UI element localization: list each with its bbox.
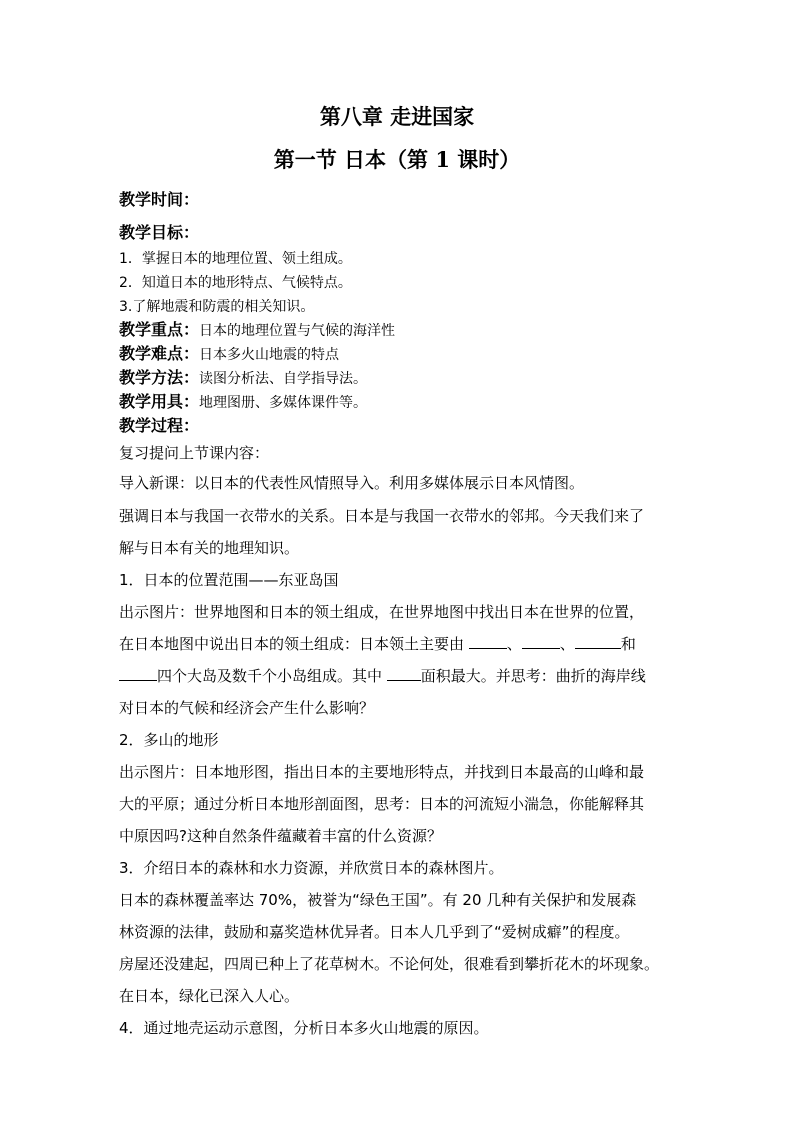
key-point-label: 教学重点：: [119, 320, 200, 339]
section-2-line-1: 出示图片：日本地形图，指出日本的主要地形特点，并找到日本最高的山峰和最: [119, 763, 645, 781]
process-label: 教学过程：: [119, 416, 200, 435]
section-1-heading: 1．日本的位置范围——东亚岛国: [119, 571, 339, 589]
goal-item-2: 2．知道日本的地形特点、气候特点。: [119, 275, 352, 291]
teaching-time-label: 教学时间：: [119, 190, 200, 209]
method-row: [119, 368, 367, 389]
section-3-line-1: 日本的森林覆盖率达 70%，被誉为“绿色王国”。有 20 几种有关保护和发展森: [119, 891, 637, 909]
section-1-line-2-end: 和: [620, 635, 636, 653]
section-1-line-2-text: 在日本地图中说出日本的领土组成：日本领土主要由: [119, 635, 469, 653]
intro-line: 导入新课：以日本的代表性风情照导入。利用多媒体展示日本风情图。: [119, 474, 585, 492]
fill-blank-5: [387, 666, 421, 681]
section-4-heading: 4．通过地壳运动示意图，分析日本多火山地震的原因。: [119, 1019, 489, 1037]
teaching-goals-label: 教学目标：: [119, 223, 200, 242]
teaching-time-row: [119, 190, 199, 211]
section-2-line-3: 中原因吗?这种自然条件蕴藏着丰富的什么资源？: [119, 827, 442, 845]
section-1-line-3-end: 面积最大。并思考：曲折的海岸线: [420, 667, 646, 685]
blank-separator-1: 、: [506, 635, 522, 653]
key-point-row: [119, 320, 395, 341]
section-1-line-4: 对日本的气候和经济会产生什么影响？: [119, 699, 375, 717]
chapter-title: 第八章 走进国家: [319, 104, 475, 129]
section-2-line-2: 大的平原；通过分析日本地形剖面图，思考：日本的河流短小湍急，你能解释其: [119, 795, 645, 813]
difficult-point-label: 教学难点：: [119, 344, 200, 363]
section-3-line-3: 房屋还没建起，四周已种上了花草树木。不论何处，很难看到攀折花木的坏现象。: [119, 955, 660, 973]
section-3-line-4: 在日本，绿化已深入人心。: [119, 987, 300, 1005]
section-1-line-3-text: 四个大岛及数千个小岛组成。其中: [157, 667, 387, 685]
process-row: [119, 416, 199, 437]
emphasis-line-2: 解与日本有关的地理知识。: [119, 539, 300, 557]
section-2-heading: 2．多山的地形: [119, 731, 219, 749]
emphasis-line-1: 强调日本与我国一衣带水的关系。日本是与我国一衣带水的邻邦。今天我们来了: [119, 507, 645, 525]
section-title: 第一节 日本（第 1 课时）: [273, 147, 521, 172]
fill-blank-1: [469, 634, 507, 649]
teaching-goals-row: [119, 223, 199, 244]
fill-blank-2: [522, 634, 560, 649]
tools-label: 教学用具：: [119, 392, 200, 411]
fill-blank-3: [575, 634, 621, 649]
difficult-point-row: [119, 344, 339, 365]
section-1-line-1: 出示图片：世界地图和日本的领土组成，在世界地图中找出日本在世界的位置，: [119, 603, 645, 621]
goal-item-3: 3.了解地震和防震的相关知识。: [119, 299, 315, 315]
key-point-text: 日本的地理位置与气候的海洋性: [199, 323, 396, 339]
tools-row: [119, 392, 367, 413]
tools-text: 地理图册、多媒体课件等。: [199, 395, 368, 411]
blank-separator-2: 、: [559, 635, 575, 653]
section-3-line-2: 林资源的法律，鼓励和嘉奖造林优异者。日本人几乎到了“爱树成癖”的程度。: [119, 923, 630, 941]
section-3-heading: 3．介绍日本的森林和水力资源，并欣赏日本的森林图片。: [119, 859, 504, 877]
review-line: 复习提问上节课内容：: [119, 444, 270, 462]
section-1-line-2: [119, 634, 636, 654]
section-1-line-3: [119, 666, 646, 686]
method-text: 读图分析法、自学指导法。: [199, 371, 368, 387]
method-label: 教学方法：: [119, 368, 200, 387]
difficult-point-text: 日本多火山地震的特点: [199, 347, 340, 363]
fill-blank-4: [119, 666, 157, 681]
goal-item-1: 1．掌握日本的地理位置、领土组成。: [119, 251, 352, 267]
